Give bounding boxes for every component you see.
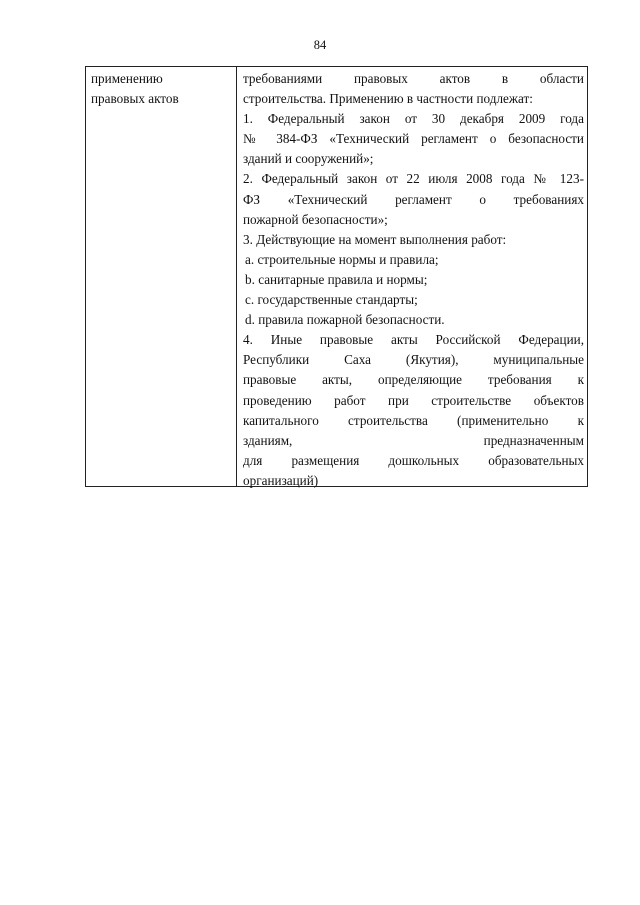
requirement-text-line: для размещения дошкольных образовательных [243,452,584,468]
requirement-text-line: проведению работ при строительстве объектов [243,392,584,408]
requirement-text-line: пожарной безопасности»; [243,211,388,227]
requirement-text-line: 1. Федеральный закон от 30 декабря 2009 года [243,111,584,127]
requirement-text-line: правовые акты, определяющие требования к [243,372,584,388]
requirement-text-line: ФЗ «Технический регламент о требованиях [243,191,584,207]
table-cell-requirements [237,67,587,486]
requirement-text-line: капитального строительства (применительно к [243,412,584,428]
requirement-text-line: 2. Федеральный закон от 22 июля 2008 года № 123- [243,171,584,187]
requirement-text-line: 4. Иные правовые акты Российской Федерации, [243,332,584,348]
requirement-text-line: организаций) [243,472,319,488]
requirement-text-line: требованиями правовых актов в области [243,71,584,86]
list-item: c. государственные стандарты; [245,292,418,308]
requirement-text-line: зданиям, предназначенным [243,432,584,448]
table-cell-subject [86,67,237,486]
requirement-text-line: Республики Саха (Якутия), муниципальные [243,352,584,368]
requirement-text-line: строительства. Применению в частности подлежат: [243,91,533,107]
requirements-table [85,66,588,487]
requirement-text-line: 3. Действующие на момент выполнения работ: [243,231,507,247]
list-item: b. санитарные правила и нормы; [245,271,428,287]
page-number: 84 [313,38,327,52]
requirement-text-line: зданий и сооружений»; [243,151,374,167]
subject-line: правовых актов [91,91,179,107]
requirement-text-line: № 384-ФЗ «Технический регламент о безопасности [243,131,584,147]
list-item: d. правила пожарной безопасности. [245,312,445,328]
list-item: a. строительные нормы и правила; [245,251,439,267]
subject-line: применению [91,71,163,86]
